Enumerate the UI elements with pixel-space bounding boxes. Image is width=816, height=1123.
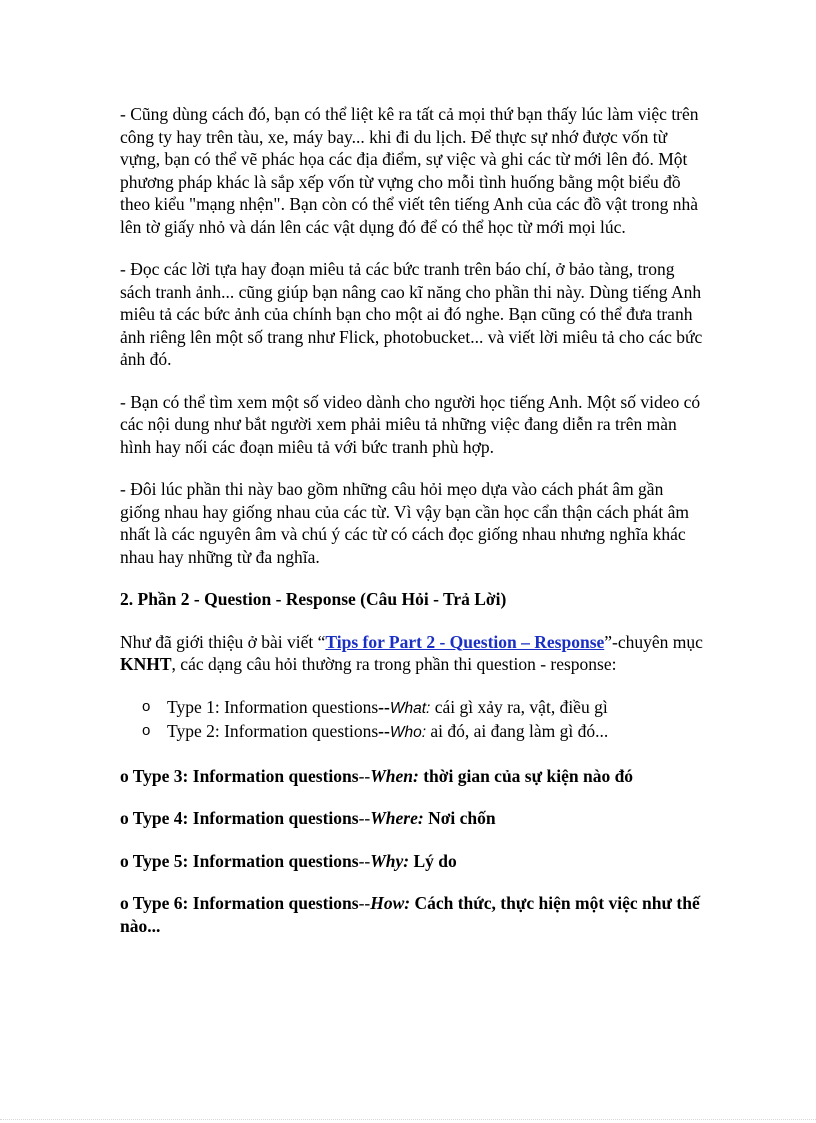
type-label: Type 2: Information questions (167, 721, 379, 741)
intro-middle: ”-chuyên mục (604, 631, 703, 652)
paragraph-video-tips: - Bạn có thể tìm xem một số video dành cho người học tiếng Anh. Một số video có các nội dung như bắt người xem phải miêu tả những việc đang diễn ra trên màn hình hay nối các đoạn miêu tả với bức tranh phù hợp. (120, 391, 701, 457)
type-keyword: Where: (370, 808, 424, 828)
paragraph-vocabulary-tips: - Cũng dùng cách đó, bạn có thể liệt kê ra tất cả mọi thứ bạn thấy lúc làm việc trên công ty hay trên tàu, xe, máy bay... khi đi du lịch. Để thực sự nhớ được vốn từ vựng, bạn có thể vẽ phác họa các địa điểm, sự việc và ghi các từ mới lên đó. Một phương pháp khác là sắp xếp vốn từ vựng cho mỗi tình huống bằng một biểu đồ theo kiểu "mạng nhện". Bạn còn có thể viết tên tiếng Anh của các đồ vật trong nhà lên tờ giấy nhỏ và dán lên các vật dụng đó để có thể học từ mới mọi lúc. (120, 104, 699, 237)
type-keyword: Who: (389, 724, 427, 741)
document-page (120, 103, 706, 957)
type-keyword: Why: (370, 850, 410, 871)
type-3-line (120, 765, 706, 788)
page-bottom-divider (0, 1119, 816, 1120)
type-description: ai đó, ai đang làm gì đó... (426, 721, 609, 741)
question-type-list (120, 696, 706, 745)
intro-bold-term: KNHT (120, 654, 172, 674)
list-item-type-1 (120, 696, 706, 721)
paragraph-picture-descriptions: - Đọc các lời tựa hay đoạn miêu tả các bức tranh trên báo chí, ở bảo tàng, trong sách tranh ảnh... cũng giúp bạn nâng cao kĩ năng cho phần thi này. Dùng tiếng Anh miêu tả các bức ảnh của chính bạn cho một ai đó nghe. Bạn cũng có thể đưa tranh ảnh riêng lên một số trang như Flick, photobucket... và viết lời miêu tả cho các bức ảnh đó. (120, 259, 703, 369)
type-separator: -- (358, 850, 371, 871)
type-6-line (120, 892, 706, 937)
paragraph-pronunciation-tips: - Đôi lúc phần thi này bao gồm những câu hỏi mẹo dựa vào cách phát âm gần giống nhau hay giống nhau của các từ. Vì vậy bạn cần học cẩn thận cách phát âm nhất là các nguyên âm và chú ý các từ có cách đọc giống nhau nhưng nghĩa khác nhau hay những từ đa nghĩa. (120, 479, 689, 567)
tips-part2-link[interactable]: Tips for Part 2 - Question – Response (325, 631, 605, 652)
type-separator: -- (358, 808, 371, 828)
type-label: Type 1: Information questions (167, 696, 379, 717)
type-separator: -- (358, 893, 371, 913)
type-description: Cách thức, thực hiện một việc như thế nào... (120, 893, 700, 936)
type-separator: -- (378, 696, 390, 717)
list-item-type-2 (120, 720, 706, 745)
bullet-icon: o (142, 722, 151, 739)
intro-suffix: , các dạng câu hỏi thường ra trong phần thi question - response: (171, 654, 617, 674)
type-prefix: o Type 6: Information questions (120, 893, 359, 913)
type-prefix: o Type 4: Information questions (120, 808, 359, 828)
type-separator: -- (378, 721, 390, 741)
type-keyword: How: (370, 893, 411, 913)
type-keyword: When: (370, 765, 419, 786)
type-keyword: What: (389, 699, 431, 717)
section-heading: 2. Phần 2 - Question - Response (Câu Hỏi - Trả Lời) (120, 589, 507, 609)
bullet-icon: o (142, 697, 151, 715)
type-description: Lý do (409, 850, 457, 871)
intro-paragraph (120, 631, 706, 676)
type-5-line (120, 850, 706, 873)
type-4-line (120, 807, 706, 830)
type-description: Nơi chốn (423, 808, 496, 828)
type-prefix: o Type 5: Information questions (120, 850, 359, 871)
type-prefix: o Type 3: Information questions (120, 765, 359, 786)
type-description: cái gì xảy ra, vật, điều gì (430, 696, 608, 717)
intro-prefix: Như đã giới thiệu ở bài viết “ (120, 631, 326, 652)
type-separator: -- (358, 765, 371, 786)
type-description: thời gian của sự kiện nào đó (418, 765, 634, 786)
